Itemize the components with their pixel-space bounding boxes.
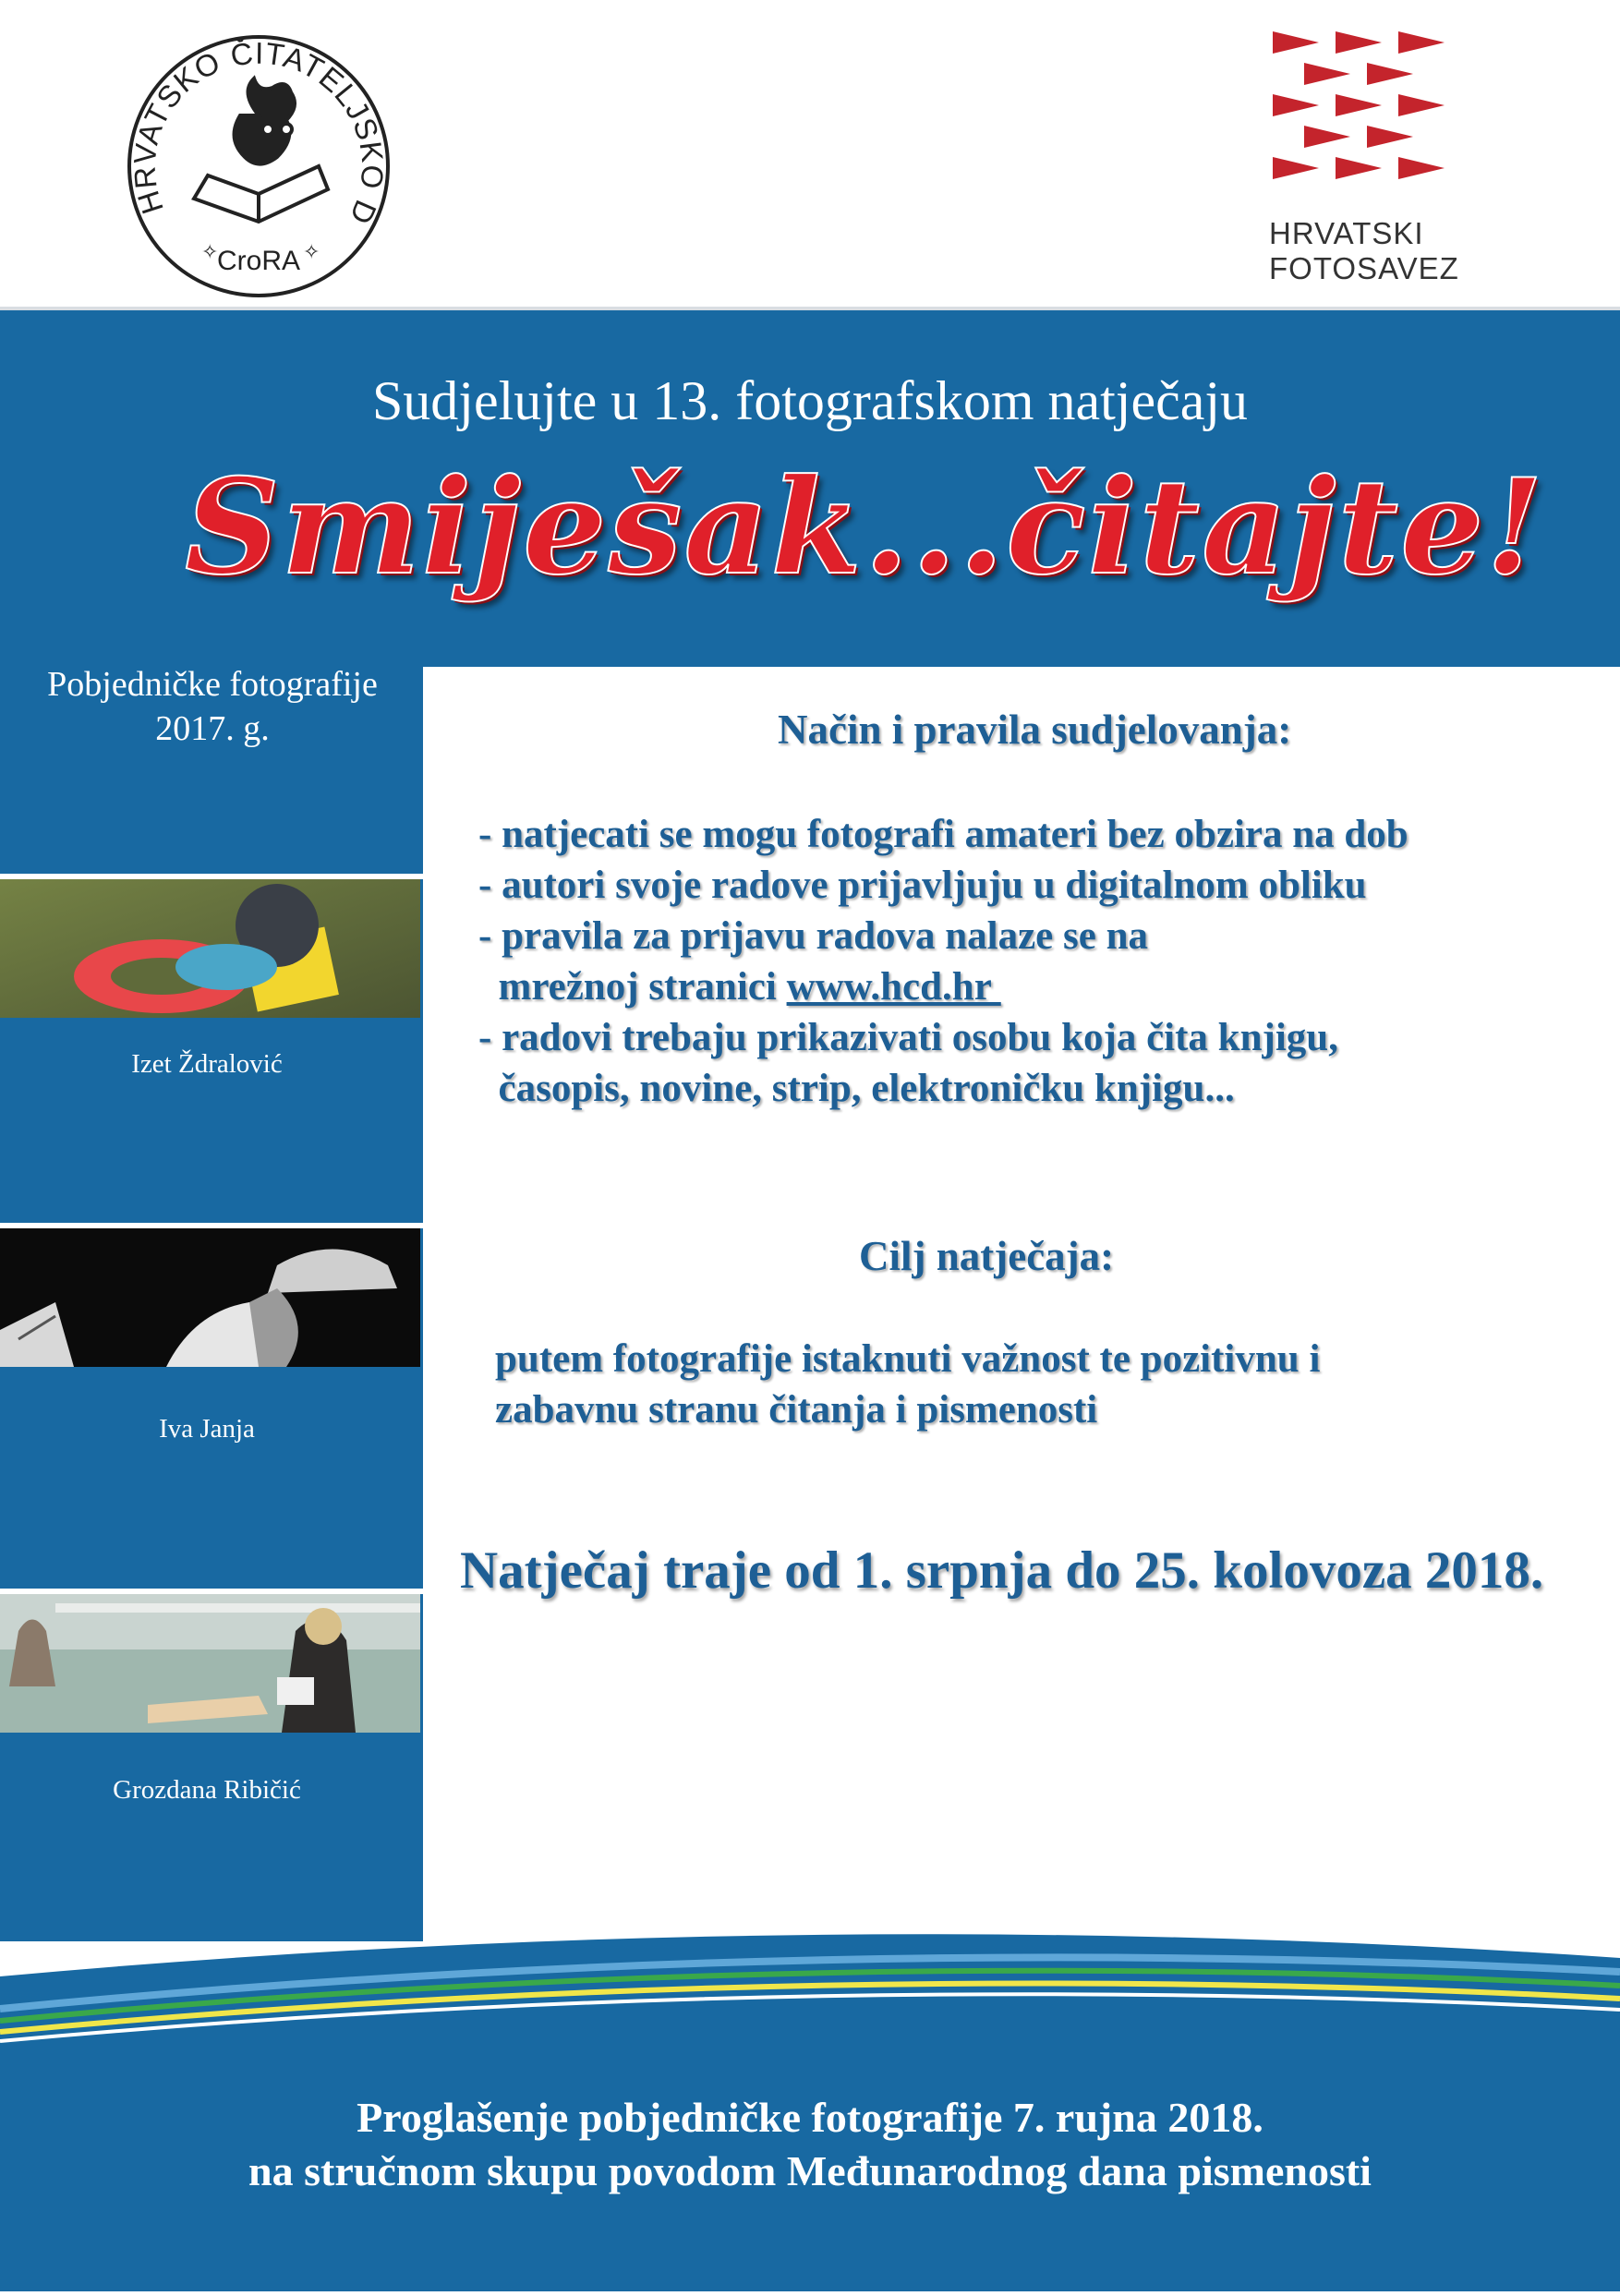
hcd-logo-bottom-text: CroRA bbox=[216, 246, 301, 276]
rules-list bbox=[478, 809, 1587, 1114]
deadline-text: Natječaj traje od 1. srpnja do 25. kolovoza 2018. bbox=[460, 1541, 1544, 1600]
winners-heading-line1: Pobjedničke fotografije bbox=[47, 665, 378, 704]
rules-item: - autori svoje radove prijavljuju u digitalnom obliku bbox=[478, 864, 1367, 907]
winner-caption-1: Izet Ždralović bbox=[131, 1049, 283, 1079]
photo-person-reading-bw-icon bbox=[0, 1228, 420, 1367]
photo-reading-on-ferry-icon bbox=[0, 1594, 420, 1733]
hcd-logo-arc-text: HRVATSKO ČITATELJSKO D bbox=[127, 35, 391, 230]
banner-subtitle: Sudjelujte u 13. fotografskom natječaju bbox=[371, 370, 1249, 431]
owl-reading-icon bbox=[194, 79, 328, 222]
goal-text bbox=[495, 1334, 1603, 1435]
hfs-logo-line2: FOTOSAVEZ bbox=[1269, 251, 1459, 285]
hcd-logo bbox=[120, 28, 397, 305]
winner-photo-2 bbox=[0, 1228, 420, 1367]
goal-line: zabavnu stranu čitanja i pismenosti bbox=[495, 1388, 1098, 1432]
footer-line1: Proglašenje pobjedničke fotografije 7. rujna 2018. bbox=[357, 2094, 1263, 2141]
rules-item: - pravila za prijavu radova nalaze se na bbox=[478, 914, 1148, 958]
svg-text:✧: ✧ bbox=[201, 240, 219, 263]
rules-heading: Način i pravila sudjelovanja: bbox=[778, 707, 1292, 753]
hcd-website-link[interactable]: www.hcd.hr bbox=[786, 965, 1001, 1009]
winner-photo-1 bbox=[0, 879, 420, 1018]
winner-caption-2: Iva Janja bbox=[159, 1414, 255, 1444]
rules-link-prefix: mrežnoj stranici bbox=[478, 965, 787, 1009]
banner-title: Smiješak...čitajte! bbox=[185, 451, 1545, 604]
rules-item: - natjecati se mogu fotografi amateri bez obzira na dob bbox=[478, 813, 1408, 856]
winner-caption-3: Grozdana Ribičić bbox=[113, 1775, 301, 1805]
winner-photo-3 bbox=[0, 1594, 420, 1733]
winners-heading bbox=[18, 663, 406, 751]
triangles-icon bbox=[1265, 26, 1450, 211]
svg-text:✧: ✧ bbox=[303, 240, 320, 263]
goal-line: putem fotografije istaknuti važnost te pozitivnu i bbox=[495, 1337, 1321, 1381]
hfs-logo-line1: HRVATSKI bbox=[1269, 216, 1424, 250]
rules-item-link-line bbox=[478, 961, 1587, 1012]
hfs-logo bbox=[1265, 26, 1459, 294]
rules-item: časopis, novine, strip, elektroničku knjigu... bbox=[478, 1067, 1235, 1110]
winners-heading-line2: 2017. g. bbox=[155, 708, 270, 748]
goal-heading: Cilj natječaja: bbox=[859, 1233, 1115, 1279]
footer-line2: na stručnom skupu povodom Međunarodnog dana pismenosti bbox=[248, 2147, 1372, 2194]
photo-child-reading-in-float-icon bbox=[0, 879, 420, 1018]
rules-item: - radovi trebaju prikazivati osobu koja čita knjigu, bbox=[478, 1016, 1338, 1059]
